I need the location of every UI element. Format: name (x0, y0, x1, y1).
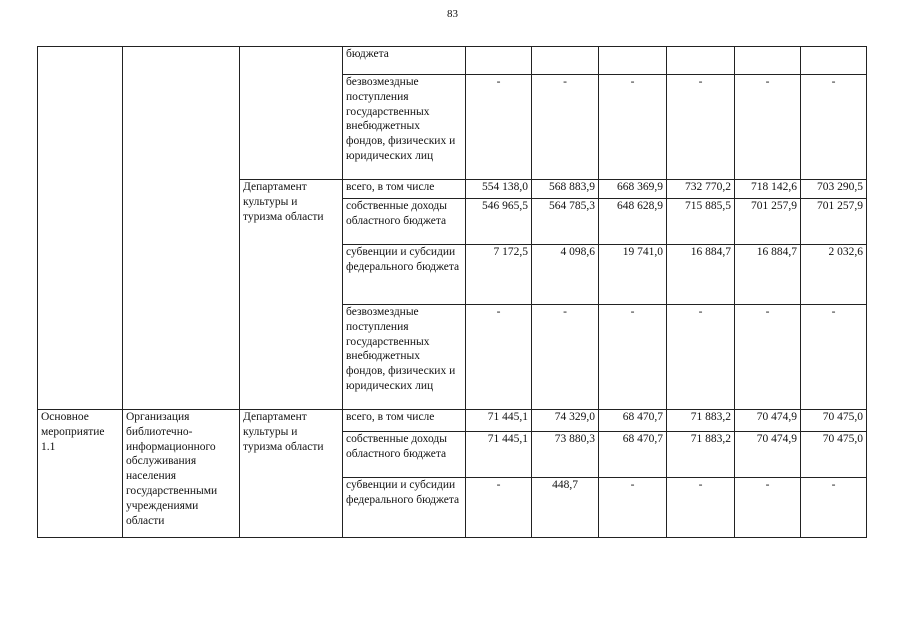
value-cell (667, 47, 735, 75)
value-cell: - (801, 478, 867, 538)
value-cell: 68 470,7 (599, 432, 667, 478)
value-cell: 70 474,9 (735, 432, 801, 478)
executor-cell: Департамент культуры и туризма области (240, 410, 343, 538)
value-cell: 648 628,9 (599, 199, 667, 245)
source-cell: субвенции и субсидии федерального бюджета (343, 245, 466, 305)
value-cell: - (801, 75, 867, 180)
source-cell: собственные доходы областного бюджета (343, 199, 466, 245)
value-cell: 71 883,2 (667, 410, 735, 432)
value-cell: 70 475,0 (801, 432, 867, 478)
measure-name-cell: Организация библиотечно-информационного обслуживания населения государственными учреждениями области (123, 410, 240, 538)
value-cell: - (599, 75, 667, 180)
value-cell (466, 47, 532, 75)
source-cell: всего, в том числе (343, 180, 466, 199)
value-cell: - (466, 478, 532, 538)
value-cell: 2 032,6 (801, 245, 867, 305)
value-cell: - (667, 478, 735, 538)
value-cell: - (801, 305, 867, 410)
value-cell: 701 257,9 (735, 199, 801, 245)
value-cell: 568 883,9 (532, 180, 599, 199)
value-cell: 68 470,7 (599, 410, 667, 432)
value-cell: 715 885,5 (667, 199, 735, 245)
executor-cell-prev (240, 47, 343, 180)
value-cell: 19 741,0 (599, 245, 667, 305)
measure-name-cell-prev (123, 47, 240, 410)
value-cell: 703 290,5 (801, 180, 867, 199)
value-cell: 668 369,9 (599, 180, 667, 199)
source-cell: собственные доходы областного бюджета (343, 432, 466, 478)
table-row (38, 410, 867, 432)
source-cell: бюджета (343, 47, 466, 75)
value-cell: 70 475,0 (801, 410, 867, 432)
value-cell: 74 329,0 (532, 410, 599, 432)
value-cell: 4 098,6 (532, 245, 599, 305)
executor-cell: Департамент культуры и туризма области (240, 180, 343, 410)
value-cell: 718 142,6 (735, 180, 801, 199)
value-cell: - (735, 478, 801, 538)
value-cell: - (735, 305, 801, 410)
value-cell: 70 474,9 (735, 410, 801, 432)
value-cell: 71 445,1 (466, 410, 532, 432)
value-cell: 732 770,2 (667, 180, 735, 199)
value-cell: - (667, 75, 735, 180)
value-cell (801, 47, 867, 75)
value-cell: 448,7 (532, 478, 599, 538)
measure-cell-prev (38, 47, 123, 410)
value-cell: 71 445,1 (466, 432, 532, 478)
page-number: 83 (447, 8, 458, 20)
table-row (38, 47, 867, 75)
value-cell: 73 880,3 (532, 432, 599, 478)
source-cell: безвозмездные поступления государственных внебюджетных фондов, физических и юридических лиц (343, 305, 466, 410)
value-cell: - (466, 75, 532, 180)
value-cell: - (599, 478, 667, 538)
value-cell (735, 47, 801, 75)
source-cell: всего, в том числе (343, 410, 466, 432)
value-cell: 7 172,5 (466, 245, 532, 305)
value-cell: 71 883,2 (667, 432, 735, 478)
budget-table (37, 46, 867, 538)
value-cell: 554 138,0 (466, 180, 532, 199)
measure-cell: Основное мероприятие 1.1 (38, 410, 123, 538)
value-cell: 546 965,5 (466, 199, 532, 245)
value-cell: 564 785,3 (532, 199, 599, 245)
value-cell: - (599, 305, 667, 410)
value-cell (532, 47, 599, 75)
value-cell: - (735, 75, 801, 180)
value-cell: - (532, 75, 599, 180)
source-cell: безвозмездные поступления государственных внебюджетных фондов, физических и юридических лиц (343, 75, 466, 180)
value-cell: - (466, 305, 532, 410)
source-cell: субвенции и субсидии федерального бюджета (343, 478, 466, 538)
value-cell: 16 884,7 (735, 245, 801, 305)
value-cell: 16 884,7 (667, 245, 735, 305)
value-cell (599, 47, 667, 75)
value-cell: - (667, 305, 735, 410)
value-cell: - (532, 305, 599, 410)
value-cell: 701 257,9 (801, 199, 867, 245)
